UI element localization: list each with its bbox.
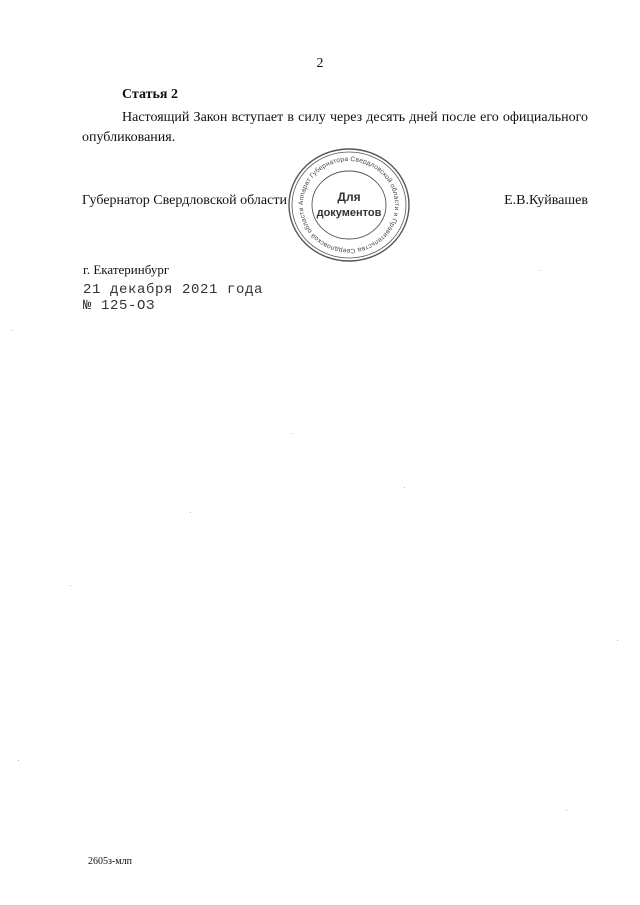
law-number: № 125-ОЗ	[83, 298, 156, 314]
scan-speck	[291, 433, 292, 434]
scan-speck	[190, 512, 191, 513]
scan-speck	[566, 810, 567, 811]
page-number: 2	[316, 56, 324, 71]
scan-speck	[12, 330, 13, 331]
governor-title: Губернатор Свердловской области	[82, 193, 287, 208]
stamp-outer-text: Аппарат Губернатора Свердловской области и Правительства Свердловской области	[297, 155, 401, 255]
stamp-inner-line-1: Для	[337, 190, 361, 204]
footer-code: 2605з-млп	[88, 856, 132, 867]
law-date: 21 декабря 2021 года	[83, 282, 264, 298]
document-stamp	[286, 146, 412, 264]
scan-speck	[18, 760, 19, 761]
article-body: Настоящий Закон вступает в силу через десять дней после его официального опубликования.	[82, 110, 588, 145]
scan-speck	[617, 640, 618, 641]
scan-speck	[540, 270, 541, 271]
stamp-inner-line-2: документов	[316, 207, 382, 219]
article-title: Статья 2	[122, 87, 178, 102]
governor-name: Е.В.Куйвашев	[504, 193, 588, 208]
scan-speck	[404, 487, 405, 488]
city: г. Екатеринбург	[83, 262, 170, 277]
scan-speck	[70, 585, 71, 586]
